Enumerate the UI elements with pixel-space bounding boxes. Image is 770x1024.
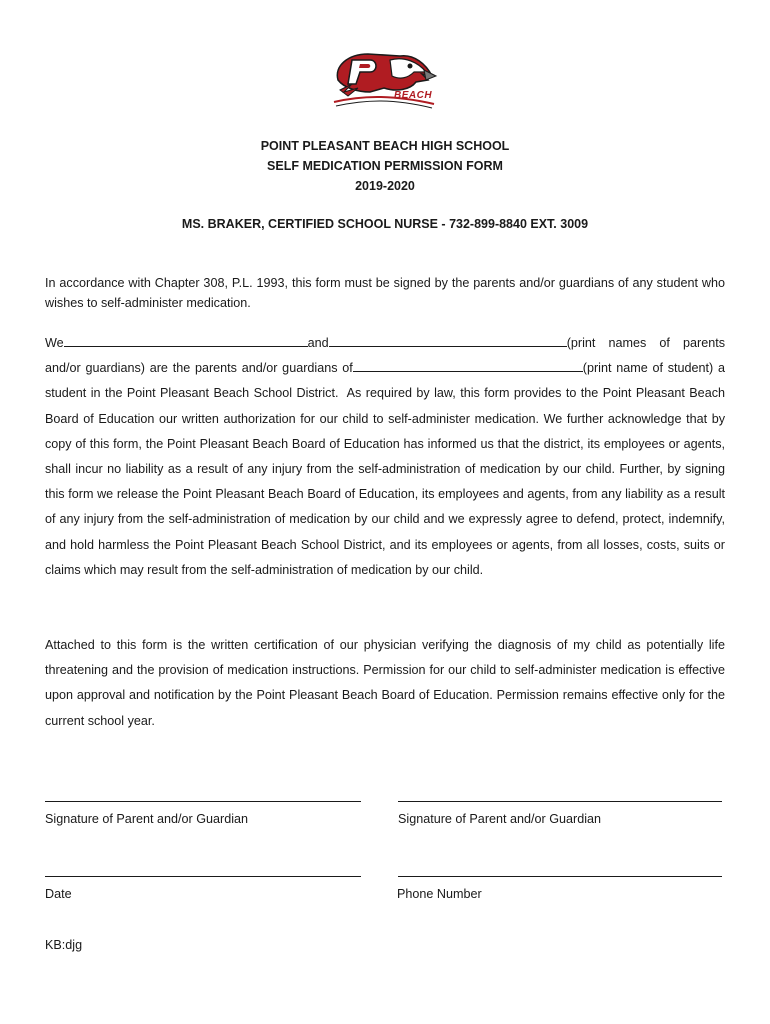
signature-label-2: Signature of Parent and/or Guardian — [398, 812, 602, 826]
we-label: We — [45, 336, 64, 350]
and-label: and — [307, 336, 329, 350]
attachment-paragraph: Attached to this form is the written certification of our physician verifying the diagnosis of my child as potentially life threatening and the provision of medication instructions. Permission for our child to self-administer medication is effective upon approval and notification by the Point Pleasant Beach Board of Education. Permission remains effective only for the current school year. — [45, 638, 725, 728]
footer-initials: KB:djg — [45, 938, 83, 952]
form-title: SELF MEDICATION PERMISSION FORM — [267, 159, 503, 173]
parent2-name-blank[interactable] — [329, 334, 567, 347]
print-student-text: (print name of student) a student in the Point Pleasant Beach School District. — [45, 361, 726, 401]
phone-label: Phone Number — [397, 887, 482, 901]
parent1-name-blank[interactable] — [64, 334, 308, 347]
date-line[interactable] — [45, 876, 361, 877]
signature-label-1: Signature of Parent and/or Guardian — [45, 812, 249, 826]
signature-line-1[interactable] — [45, 801, 361, 802]
phone-line[interactable] — [398, 876, 722, 877]
intro-paragraph: In accordance with Chapter 308, P.L. 1993, this form must be signed by the parents and/or guardians of any student who wishes to self-administer medication. — [45, 276, 725, 310]
liability-text: As required by law, this form provides to the Point Pleasant Beach Board of Education our written authorization for our child to self-administer medication. We further acknowledge that by copy of this form, the Point Pleasant Beach Board of Education has informed us that the district, its employees or agents, shall incur no liability as a result of any injury from the self-administration of medication by our child. Further, by signing this form we release the Point Pleasant Beach Board of Education, its employees and agents, from any liability as a result of any injury from the self-administration of medication by our child and we expressly agree to defend, protect, indemnify, and hold harmless the Point Pleasant Beach School District, and its employees or agents, from all losses, costs, suits or claims which may result from the self-administration of medication by our child. — [45, 386, 725, 577]
school-name: POINT PLEASANT BEACH HIGH SCHOOL — [260, 139, 510, 153]
student-name-blank[interactable] — [353, 359, 583, 372]
signature-line-2[interactable] — [398, 801, 722, 802]
date-label: Date — [45, 887, 72, 901]
nurse-contact: MS. BRAKER, CERTIFIED SCHOOL NURSE - 732-899-8840 EXT. 3009 — [181, 217, 589, 231]
logo-wordmark: BEACH — [394, 90, 433, 101]
authorization-paragraph — [45, 331, 725, 583]
school-year: 2019-2020 — [355, 179, 415, 193]
print-parents-text: (print names of parents and/or guardians) are the parents and/or guardians of — [45, 336, 725, 376]
